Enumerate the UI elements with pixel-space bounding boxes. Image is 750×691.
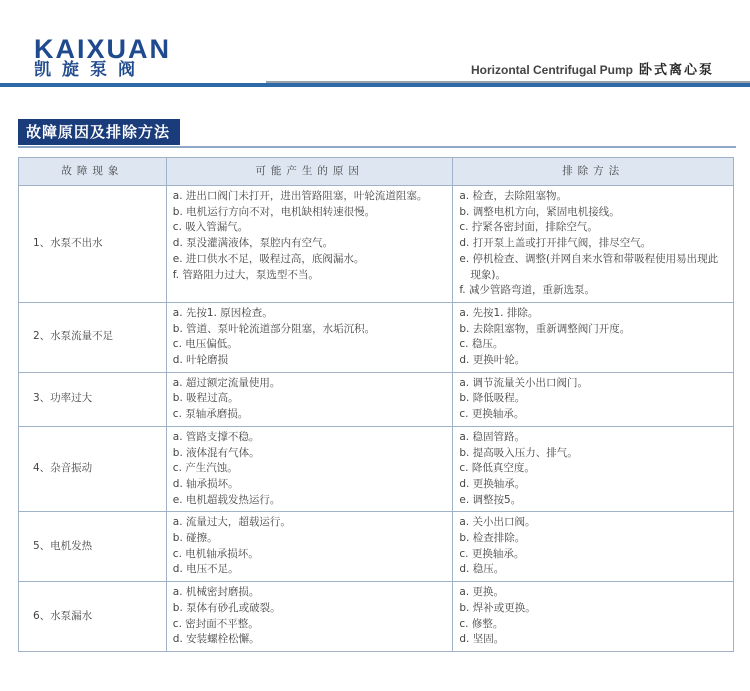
remedy-item: b. 去除阻塞物，重新调整阀门开度。: [459, 322, 631, 335]
remedy-item: d. 更换叶轮。: [459, 354, 526, 367]
cause-list: [166, 302, 453, 372]
cause-list: [166, 186, 453, 303]
cause-item: c. 产生汽蚀。: [172, 462, 238, 475]
remedy-list: [453, 512, 734, 582]
cause-item: b. 泵体有砂孔或破裂。: [172, 601, 281, 614]
cause-item: b. 电机运行方向不对，电机缺相转速很慢。: [172, 205, 376, 218]
header-divider-blue: [0, 83, 750, 87]
table-header-row: [19, 158, 734, 186]
cause-item: a. 先按1. 原因检查。: [172, 306, 273, 319]
cause-list: [166, 372, 453, 426]
remedy-item: c. 拧紧各密封面，排除空气。: [459, 221, 598, 234]
cause-item: c. 电压偏低。: [172, 338, 238, 351]
fault-phenomenon: 3、功率过大: [19, 372, 167, 426]
section-underline: [18, 146, 736, 148]
table-row: [19, 582, 734, 652]
remedy-item: b. 检查排除。: [459, 532, 526, 545]
remedy-item: d. 打开泵上盖或打开排气阀，排尽空气。: [459, 237, 652, 250]
remedy-item: a. 关小出口阀。: [459, 516, 536, 529]
cause-item: a. 进出口阀门未打开，进出管路阻塞，叶轮流道阻塞。: [172, 190, 428, 202]
remedy-item: c. 稳压。: [459, 338, 504, 351]
table-row: [19, 512, 734, 582]
remedy-item: d. 更换轴承。: [459, 477, 526, 490]
product-title: [471, 64, 714, 77]
remedy-list: [453, 186, 734, 303]
cause-item: a. 流量过大，超载运行。: [172, 516, 291, 529]
remedy-item: b. 调整电机方向，紧固电机接线。: [459, 205, 620, 218]
column-header-remedies: 排除方法: [453, 158, 734, 186]
cause-item: d. 叶轮磨损: [172, 354, 229, 367]
cause-item: c. 泵轴承磨损。: [172, 408, 249, 421]
cause-item: a. 超过额定流量使用。: [172, 376, 281, 389]
remedy-item: a. 先按1. 排除。: [459, 306, 539, 319]
remedy-item: e. 停机检查、调整(并网自来水管和带吸程使用易出现此现象)。: [459, 252, 719, 281]
cause-item: a. 机械密封磨损。: [172, 586, 260, 599]
remedy-item: b. 降低吸程。: [459, 392, 526, 405]
cause-item: b. 液体混有气体。: [172, 446, 260, 459]
fault-phenomenon: 1、水泵不出水: [19, 186, 167, 303]
remedy-item: a. 稳固管路。: [459, 430, 525, 443]
remedy-item: d. 坚固。: [459, 633, 505, 646]
troubleshooting-table: [18, 157, 734, 652]
cause-item: b. 吸程过高。: [172, 392, 239, 405]
cause-item: b. 碰擦。: [172, 532, 218, 545]
cause-item: d. 安装螺栓松懈。: [172, 633, 260, 646]
remedy-item: e. 调整按5。: [459, 493, 522, 506]
remedy-list: [453, 426, 734, 512]
cause-item: c. 电机轴承损坏。: [172, 547, 259, 560]
remedy-item: c. 修整。: [459, 617, 504, 630]
remedy-list: [453, 582, 734, 652]
cause-item: e. 电机超载发热运行。: [172, 493, 281, 506]
cause-item: e. 进口供水不足，吸程过高，底阀漏水。: [172, 252, 365, 265]
remedy-item: f. 减少管路弯道，重新选泵。: [459, 284, 595, 297]
remedy-item: b. 焊补或更换。: [459, 601, 536, 614]
product-title-cn: 卧式离心泵: [638, 63, 714, 78]
column-header-causes: 可能产生的原因: [166, 158, 453, 186]
remedy-item: a. 调节流量关小出口阀门。: [459, 376, 588, 389]
section-title: 故障原因及排除方法: [18, 119, 180, 145]
cause-item: a. 管路支撑不稳。: [172, 430, 260, 443]
fault-phenomenon: 4、杂音振动: [19, 426, 167, 512]
table-row: [19, 372, 734, 426]
table-row: [19, 186, 734, 303]
cause-item: d. 泵没灌满液体，泵腔内有空气。: [172, 237, 334, 250]
remedy-item: c. 降低真空度。: [459, 462, 535, 475]
table-row: [19, 302, 734, 372]
cause-item: c. 吸入管漏气。: [172, 221, 249, 234]
fault-phenomenon: 2、水泵流量不足: [19, 302, 167, 372]
remedy-item: d. 稳压。: [459, 563, 505, 576]
cause-item: d. 电压不足。: [172, 563, 239, 576]
column-header-phenomenon: 故障现象: [19, 158, 167, 186]
fault-phenomenon: 5、电机发热: [19, 512, 167, 582]
remedy-item: a. 更换。: [459, 586, 504, 599]
logo-text-cn: 凯旋泵阀: [34, 60, 146, 80]
remedy-item: c. 更换轴承。: [459, 547, 525, 560]
cause-item: f. 管路阻力过大，泵选型不当。: [172, 268, 319, 281]
cause-list: [166, 426, 453, 512]
cause-item: c. 密封面不平整。: [172, 617, 259, 630]
table-row: [19, 426, 734, 512]
fault-phenomenon: 6、水泵漏水: [19, 582, 167, 652]
cause-item: b. 管道、泵叶轮流道部分阻塞，水垢沉积。: [172, 322, 376, 335]
cause-list: [166, 582, 453, 652]
cause-list: [166, 512, 453, 582]
remedy-item: c. 更换轴承。: [459, 408, 525, 421]
product-title-en: Horizontal Centrifugal Pump: [470, 63, 633, 77]
remedy-item: b. 提高吸入压力、排气。: [459, 446, 578, 459]
remedy-list: [453, 372, 734, 426]
remedy-list: [453, 302, 734, 372]
cause-item: d. 轴承损坏。: [172, 477, 239, 490]
remedy-item: a. 检查，去除阻塞物。: [459, 190, 567, 202]
logo-text-en: KAIXUAN: [34, 34, 172, 64]
